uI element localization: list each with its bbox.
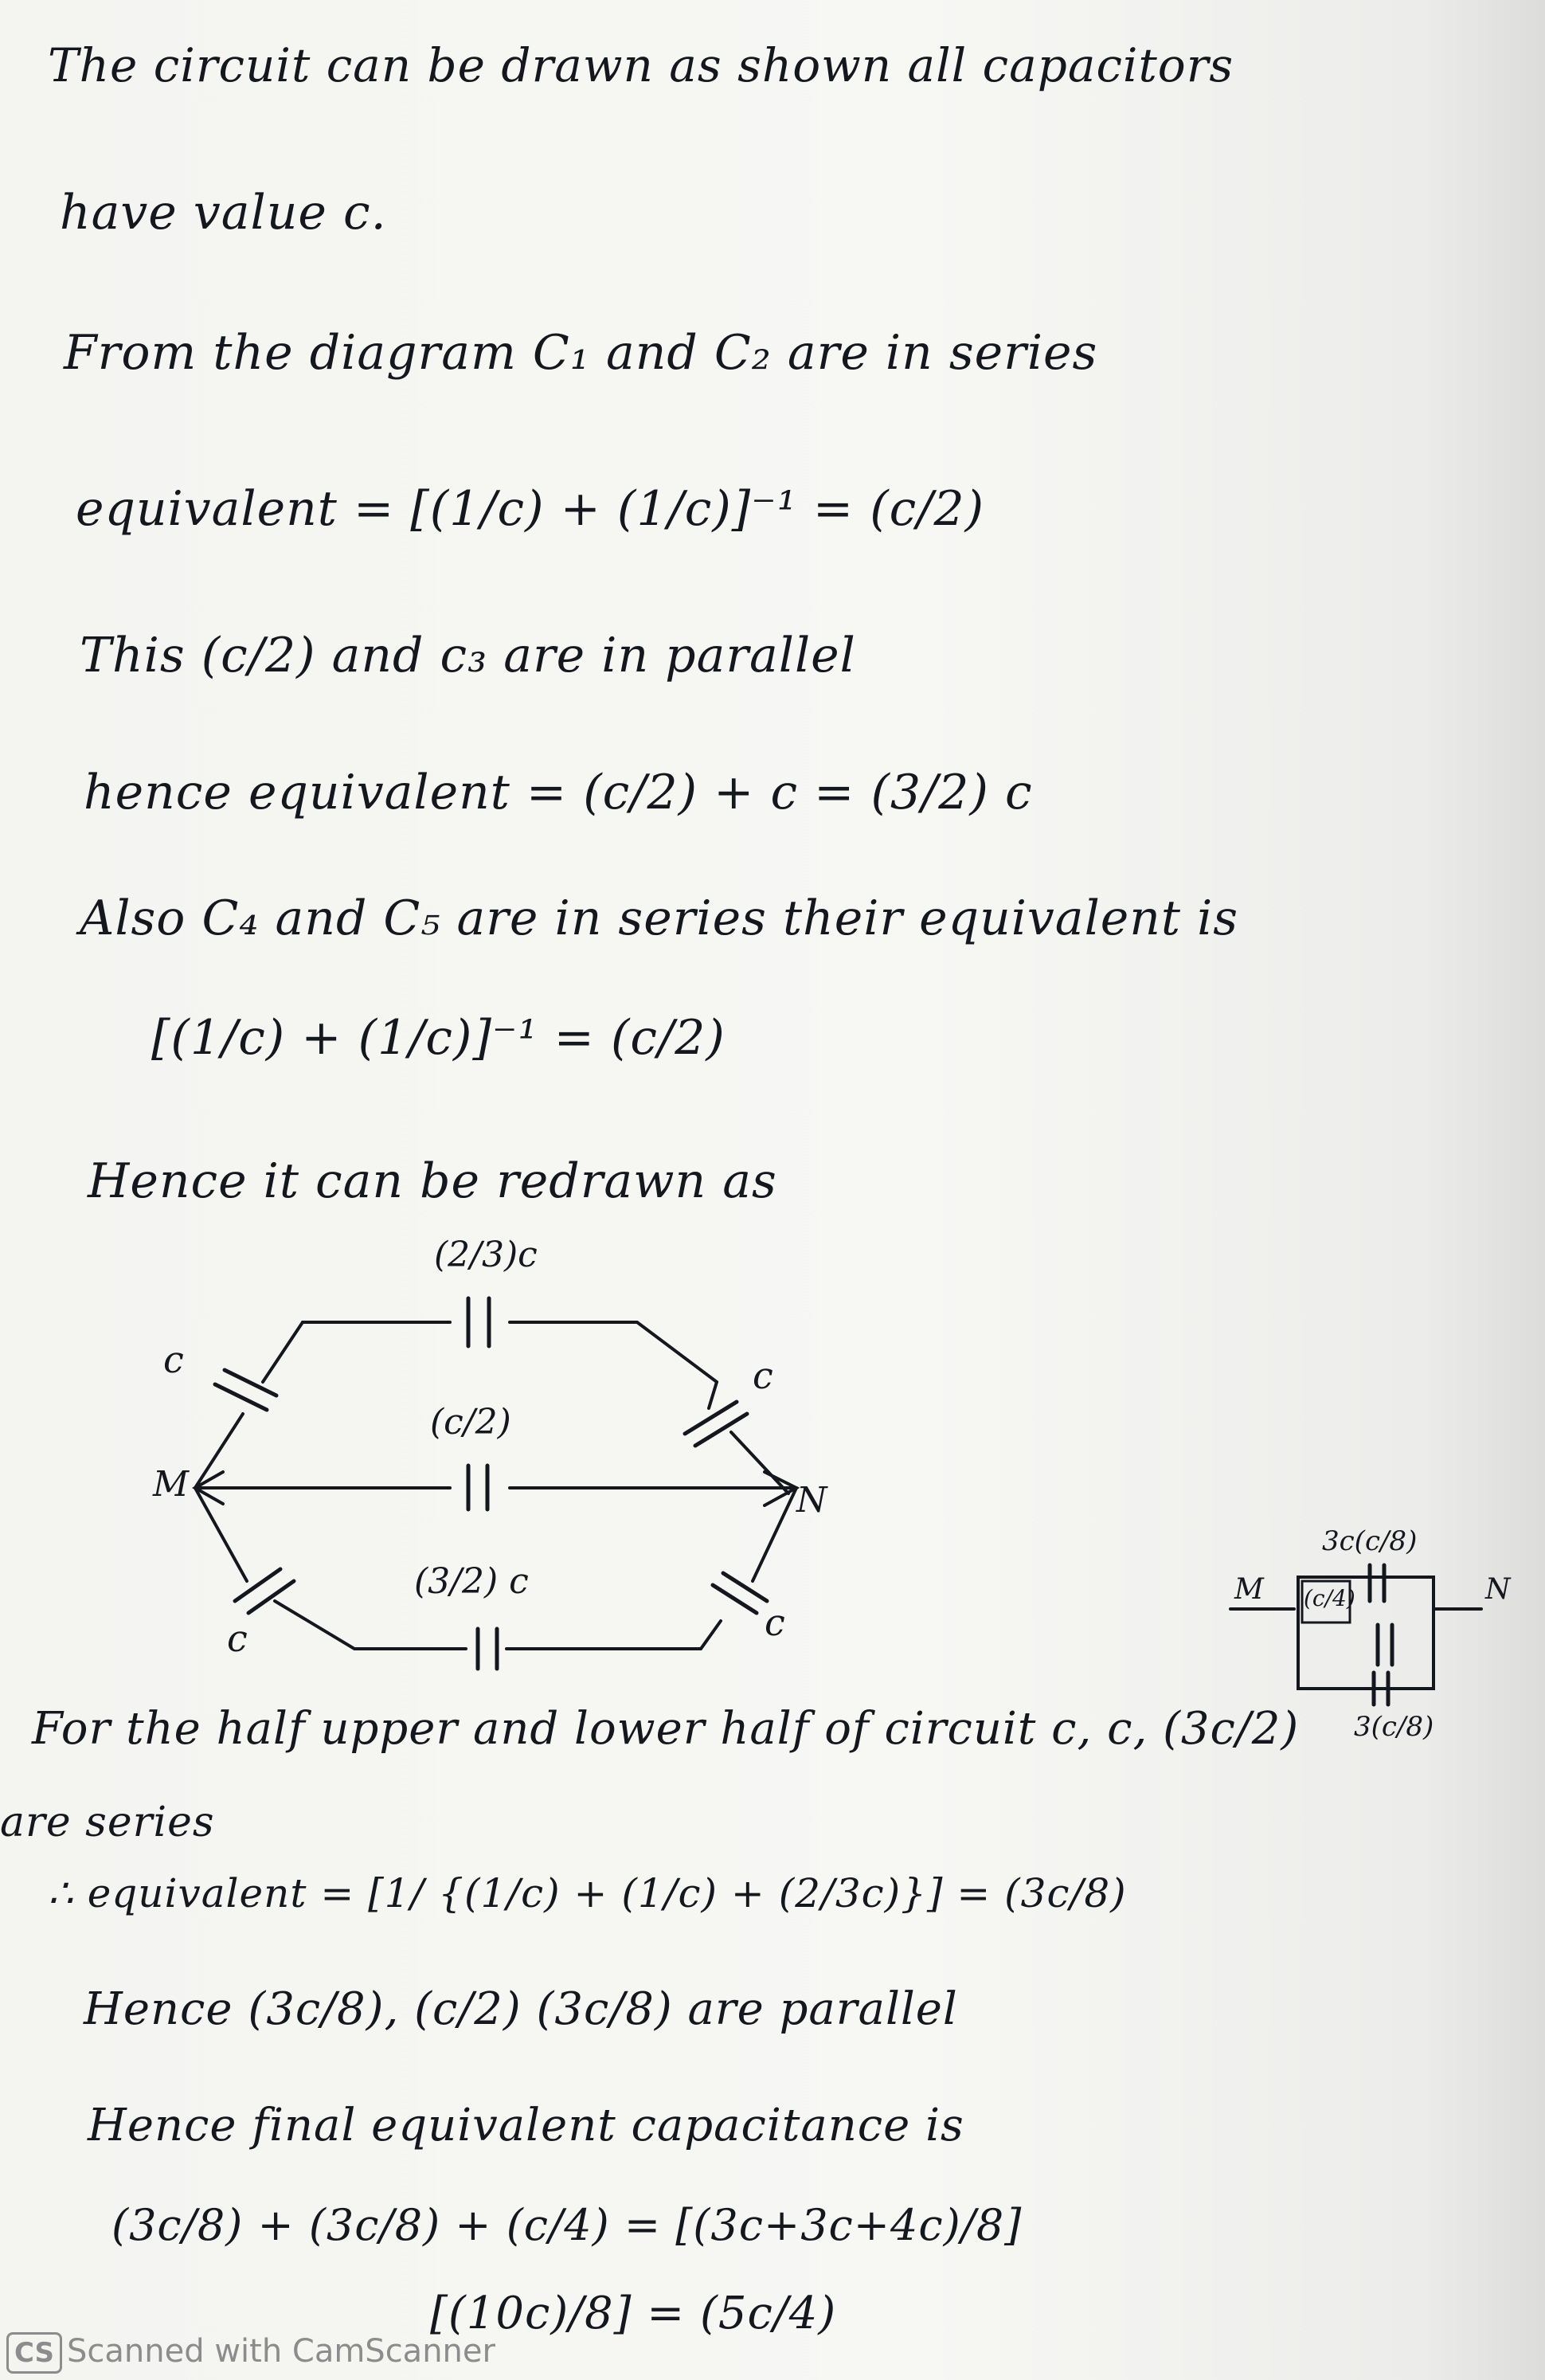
final-bottom-label: 3(c/8) xyxy=(1354,1711,1434,1743)
upper-right-cap-label: c xyxy=(753,1354,773,1397)
node-m-label: M xyxy=(153,1464,190,1505)
text-line-3: From the diagram C₁ and C₂ are in series xyxy=(64,325,1098,381)
text-line-2: have value c. xyxy=(60,185,387,241)
scanner-watermark xyxy=(6,2332,495,2374)
text-line-13: Hence (3c/8), (c/2) (3c/8) are parallel xyxy=(84,1983,958,2035)
text-line-14: Hence final equivalent capacitance is xyxy=(88,2100,964,2151)
text-line-4: equivalent = [(1/c) + (1/c)]⁻¹ = (c/2) xyxy=(76,481,985,537)
node-n-label: N xyxy=(796,1480,827,1521)
upper-left-cap-label: c xyxy=(163,1338,184,1381)
text-line-10: For the half upper and lower half of circuit c, c, (3c/2) xyxy=(32,1703,1300,1755)
text-line-7: Also C₄ and C₅ are in series their equivalent is xyxy=(80,891,1239,946)
text-line-11: are series xyxy=(0,1799,215,1846)
scanner-watermark-text: Scanned with CamScanner xyxy=(67,2333,495,2370)
final-top-label: 3c(c/8) xyxy=(1322,1525,1418,1557)
text-line-6: hence equivalent = (c/2) + c = (3/2) c xyxy=(84,765,1033,820)
text-line-8: [(1/c) + (1/c)]⁻¹ = (c/2) xyxy=(151,1010,726,1066)
lower-left-cap-label: c xyxy=(227,1617,248,1660)
middle-cap-label: (c/2) xyxy=(430,1402,511,1442)
final-node-m-label: M xyxy=(1234,1573,1264,1606)
final-node-n-label: N xyxy=(1485,1573,1511,1606)
text-line-9: Hence it can be redrawn as xyxy=(88,1153,777,1209)
text-line-16: [(10c)/8] = (5c/4) xyxy=(430,2288,837,2339)
bottom-cap-label: (3/2) c xyxy=(414,1561,529,1602)
text-line-15: (3c/8) + (3c/8) + (c/4) = [(3c+3c+4c)/8] xyxy=(111,2200,1023,2250)
top-cap-label: (2/3)c xyxy=(434,1235,538,1275)
text-line-5: This (c/2) and c₃ are in parallel xyxy=(80,628,856,683)
camscanner-logo: CS xyxy=(6,2332,62,2374)
lower-right-cap-label: c xyxy=(765,1601,785,1644)
text-line-12: ∴ equivalent = [1/ {(1/c) + (1/c) + (2/3c)}] = (3c/8) xyxy=(48,1870,1127,1916)
text-line-1: The circuit can be drawn as shown all capacitors xyxy=(48,38,1234,92)
final-middle-label: (c/4) xyxy=(1304,1585,1355,1611)
